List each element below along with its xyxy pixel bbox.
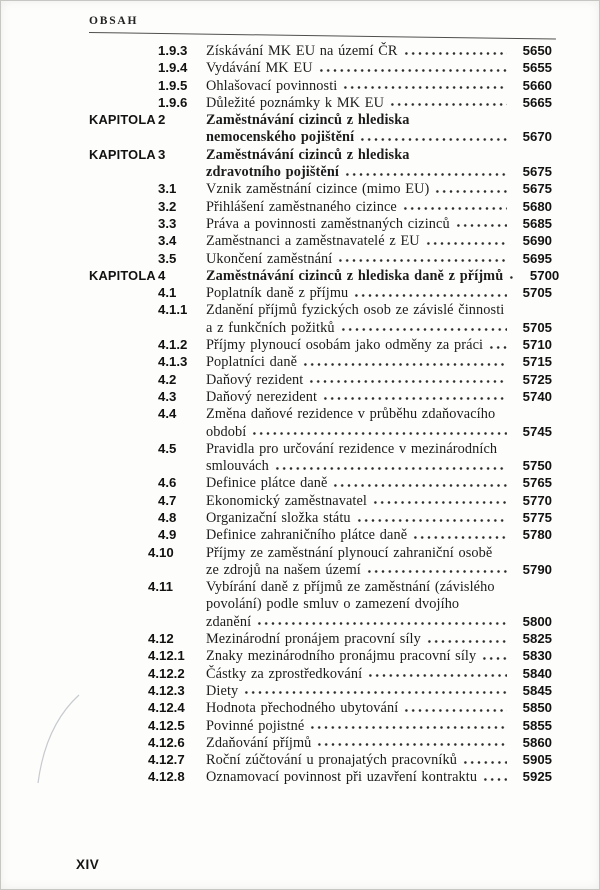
section-title: Definice plátce daně [206,475,328,492]
page-header-title: OBSAH [89,15,139,27]
toc-line [89,699,552,716]
section-title: Přihlášení zaměstnaného cizince [206,198,397,215]
toc-line [89,561,552,578]
page-number: 5705 [522,319,552,335]
section-title: Získávání MK EU na území ČR [206,43,398,59]
section-title: období [206,423,247,440]
toc-line [89,596,552,613]
dot-leader [453,215,507,232]
dot-leader [249,423,507,440]
dot-leader [306,371,507,388]
dot-leader [410,526,507,543]
dot-leader [424,630,507,647]
dot-leader [351,284,507,301]
toc-line [89,544,552,561]
toc-line [89,578,552,595]
toc-line [89,319,552,336]
section-title: Mezinárodní pronájem pracovní síly [206,631,421,648]
section-number: 3.3 [158,215,177,231]
section-title: smlouvách [206,458,269,475]
page-number: 5705 [522,285,552,301]
chapter-label: KAPITOLA [89,112,156,128]
toc-entry [89,526,552,543]
section-number: 3.1 [158,181,177,197]
section-number: 3.5 [158,250,177,266]
toc-line [89,474,552,491]
page-number: 5700 [529,267,560,283]
toc-line [89,336,552,353]
section-number: 2 [158,112,166,128]
dot-leader [479,647,507,664]
section-number: 4.6 [158,475,177,491]
page-number: 5840 [522,665,552,681]
page-number: 5850 [522,700,552,716]
dot-leader [365,665,507,682]
dot-leader [506,267,514,284]
page-number: 5790 [522,561,552,577]
page-number: 5740 [522,388,552,404]
section-title: Zdanění příjmů fyzických osob ze závislé činnosti [206,302,505,319]
dot-leader [342,163,507,180]
dot-leader [335,250,507,267]
toc-line [89,630,552,647]
section-title: Roční zúčtování u pronajatých pracovníků [206,752,457,769]
section-title: Zaměstnávání cizinců z hlediska daně z příjmů [206,267,504,284]
section-title: Změna daňové rezidence v průběhu zdaňovacího [206,406,496,423]
section-number: 4.11 [148,579,173,595]
toc-entry [89,440,552,475]
section-number: 4.1.2 [158,337,188,353]
section-title: Znaky mezinárodního pronájmu pracovní síly [206,648,477,665]
page-number: 5845 [522,682,552,698]
toc-line [89,301,552,318]
toc-line [89,423,552,440]
section-title: zdravotního pojištění [206,164,339,181]
toc-entry [89,405,552,440]
toc-line [89,111,552,128]
toc-entry [89,94,552,111]
section-title: Vydávání MK EU [206,60,313,77]
section-number: 3.4 [158,233,177,249]
section-title: Pravidla pro určování rezidence v mezinárodních [206,440,498,457]
section-number: 1.9.6 [158,94,188,110]
dot-leader [401,42,507,59]
footer-page-number: XIV [76,857,100,872]
dot-leader [460,751,507,768]
toc-line [89,388,552,405]
dot-leader [338,319,507,336]
section-title: Vznik zaměstnání cizince (mimo EU) [206,181,430,198]
section-title: Hodnota přechodného ubytování [206,700,399,717]
page-number: 5780 [522,527,552,543]
page-number: 5675 [522,181,552,197]
section-number: 4.12.7 [148,752,185,768]
section-number: 4.7 [158,492,177,508]
section-title: Částky za zprostředkování [206,665,363,682]
page-number: 5825 [522,631,552,647]
toc-entry [89,198,552,215]
section-title: Daňový rezident [206,371,304,388]
page-number: 5855 [522,717,552,733]
toc-line [89,751,552,768]
dot-leader [320,388,507,405]
page-number: 5860 [522,734,552,750]
section-number: 4.10 [148,544,174,560]
dot-leader [357,128,507,145]
toc-entry [89,751,552,768]
toc-entry [89,232,552,249]
toc-entry [89,301,552,336]
toc-line [89,665,552,682]
toc-line [89,180,552,197]
toc-entry [89,768,552,785]
dot-leader [480,768,507,785]
dot-leader [340,77,507,94]
page-number: 5775 [522,510,552,526]
section-number: 4.12.6 [148,734,185,750]
section-title: Poplatníci daně [206,354,298,371]
dot-leader [370,492,507,509]
toc-entry [89,371,552,388]
toc-entry [89,647,552,664]
toc-line [89,647,552,664]
toc-line [89,440,552,457]
section-title: zdanění [206,613,252,630]
toc-line [89,42,552,59]
section-number: 4.3 [158,388,177,404]
page-number: 5745 [522,423,552,439]
dot-leader [364,561,507,578]
section-title: Zaměstnávání cizinců z hlediska [206,146,410,163]
page-content [1,1,599,786]
toc-entry [89,699,552,716]
toc-entry [89,42,552,59]
section-title: povolání) podle smluv o zamezení dvojího [206,595,460,612]
section-title: Zaměstnávání cizinců z hlediska [206,112,410,129]
section-title: a z funkčních požitků [206,319,335,336]
section-number: 3 [158,146,166,162]
toc-chapter-entry [89,146,552,181]
toc-line [89,457,552,474]
page-number: 5830 [522,648,552,664]
toc-entry [89,734,552,751]
toc-list [89,42,560,786]
section-number: 4.2 [158,371,177,387]
toc-entry [89,665,552,682]
toc-chapter-entry [89,111,552,146]
page-number: 5680 [522,198,552,214]
toc-entry [89,250,552,267]
toc-entry [89,544,552,579]
dot-leader [432,180,507,197]
section-title: Definice zahraničního plátce daně [206,527,408,544]
page-number: 5650 [522,43,552,58]
toc-line [89,405,552,422]
page-number: 5770 [522,492,552,508]
section-title: Ukončení zaměstnání [206,250,333,267]
toc-line [89,284,552,301]
dot-leader [307,717,507,734]
toc-line [89,163,552,180]
page-number: 5665 [522,94,552,110]
page-number: 5905 [522,752,552,768]
toc-entry [89,77,552,94]
toc-entry [89,578,552,630]
dot-leader [401,699,507,716]
toc-entry [89,474,552,491]
section-number: 4.4 [158,406,177,422]
toc-entry [89,630,552,647]
page-number: 5685 [522,215,552,231]
toc-line [89,94,552,111]
page-number: 5670 [522,129,552,145]
toc-line [89,526,552,543]
chapter-label: KAPITOLA [89,267,156,283]
toc-line [89,128,552,145]
section-title: nemocenského pojištění [206,129,355,146]
section-number: 4.5 [158,440,177,456]
page-number: 5725 [522,371,552,387]
toc-entry [89,682,552,699]
page-number: 5655 [522,60,552,76]
section-number: 4.1.1 [158,302,188,318]
toc-line [89,509,552,526]
section-title: Ohlašovací povinnosti [206,77,338,94]
toc-entry [89,492,552,509]
toc-entry [89,353,552,370]
section-number: 4.12 [148,631,174,647]
section-number: 4.12.3 [148,682,185,698]
dot-leader [387,94,507,111]
section-number: 4.12.1 [148,648,185,664]
section-title: Důležité poznámky k MK EU [206,94,385,111]
page-number: 5660 [522,77,552,93]
toc-line [89,768,552,785]
toc-chapter-entry [89,267,560,284]
section-number: 1.9.3 [158,43,188,58]
dot-leader [272,457,507,474]
toc-line [89,232,552,249]
section-title: Práva a povinnosti zaměstnaných cizinců [206,215,450,232]
page-number: 5925 [522,769,552,785]
page-number: 5710 [522,337,552,353]
page-number: 5690 [522,233,552,249]
section-title: Organizační složka státu [206,510,351,527]
section-title: Příjmy ze zaměstnání plynoucí zahraniční osobě [206,544,493,561]
section-number: 4.8 [158,510,177,526]
toc-line [89,215,552,232]
toc-line [89,734,552,751]
section-number: 4.9 [158,527,177,543]
section-number: 3.2 [158,198,177,214]
page-number: 5695 [522,250,552,266]
dot-leader [254,613,507,630]
dot-leader [423,232,507,249]
toc-entry [89,215,552,232]
page-number: 5675 [522,164,552,180]
toc-line [89,198,552,215]
toc-entry [89,388,552,405]
section-number: 4.12.8 [148,769,185,785]
toc-line [89,682,552,699]
dot-leader [486,336,507,353]
section-title: Poplatník daně z příjmu [206,285,349,302]
toc-line [89,353,552,370]
toc-line [89,250,552,267]
section-number: 4.1.3 [158,354,188,370]
section-title: Vybírání daně z příjmů ze zaměstnání (závislého [206,579,495,596]
section-title: Zaměstnanci a zaměstnavatelé z EU [206,233,420,250]
page-number: 5715 [522,354,552,370]
dot-leader [354,509,507,526]
toc-line [89,146,552,163]
section-number: 1.9.5 [158,77,188,93]
page-number: 5765 [522,475,552,491]
section-number: 4.12.2 [148,665,185,681]
page-number: 5800 [522,613,552,629]
page-number: 5750 [522,458,552,474]
section-title: Povinné pojistné [206,717,305,734]
section-number: 4.12.4 [148,700,185,716]
section-number: 4 [158,267,166,283]
toc-entry [89,717,552,734]
toc-entry [89,284,552,301]
section-number: 1.9.4 [158,60,188,76]
toc-line [89,371,552,388]
toc-line [89,77,552,94]
toc-entry [89,180,552,197]
section-title: Daňový nerezident [206,388,318,405]
section-title: Oznamovací povinnost při uzavření kontraktu [206,769,478,786]
toc-line [89,59,552,76]
section-title: Zdaňování příjmů [206,734,312,751]
dot-leader [316,59,507,76]
toc-entry [89,509,552,526]
toc-line [89,492,552,509]
dot-leader [241,682,507,699]
section-title: ze zdrojů na našem území [206,561,361,578]
section-number: 4.12.5 [148,717,185,733]
section-title: Ekonomický zaměstnavatel [206,492,368,509]
toc-entry [89,336,552,353]
toc-entry [89,59,552,76]
toc-line [89,267,560,284]
chapter-label: KAPITOLA [89,146,156,162]
dot-leader [400,198,507,215]
header-rule [89,32,556,40]
section-title: Příjmy plynoucí osobám jako odměny za práci [206,337,484,354]
toc-line [89,613,552,630]
toc-line [89,717,552,734]
dot-leader [300,353,507,370]
section-number: 4.1 [158,285,177,301]
section-title: Diety [206,682,239,699]
dot-leader [330,474,507,491]
dot-leader [314,734,507,751]
